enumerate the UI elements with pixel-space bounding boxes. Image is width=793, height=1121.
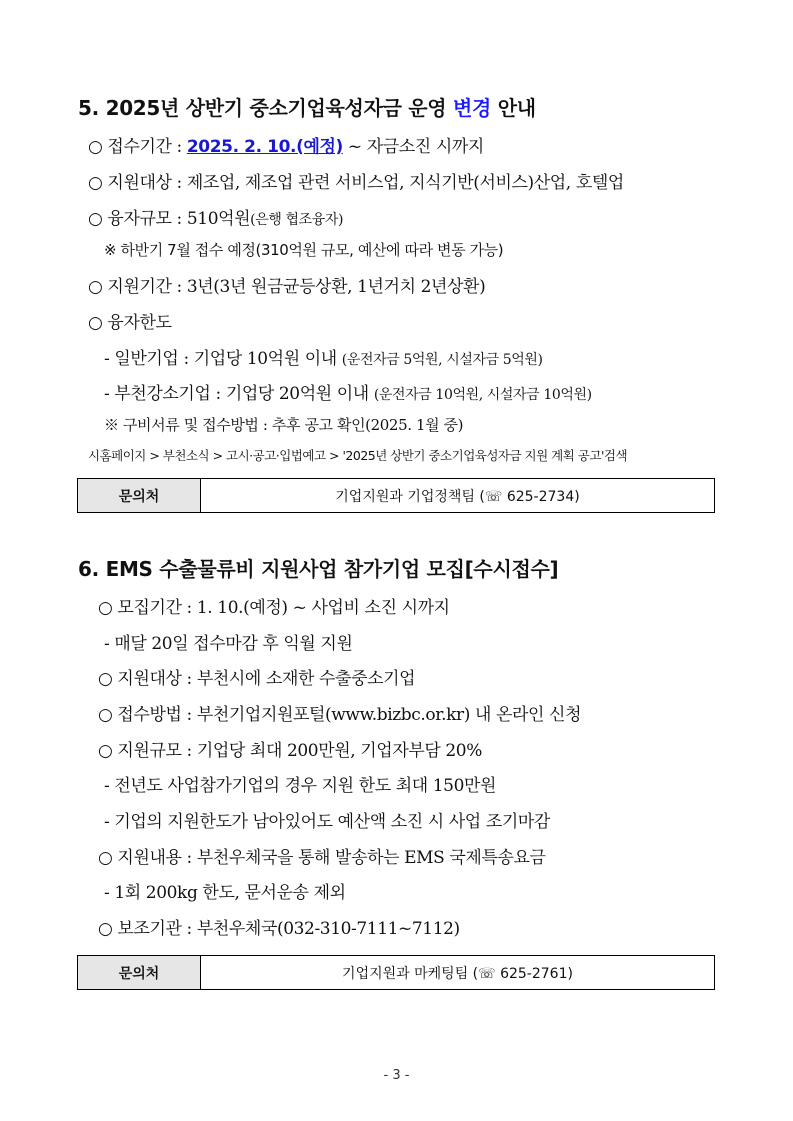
s6-target: ○ 지원대상 : 부천시에 소재한 수출중소기업 (98, 669, 416, 689)
s6-scale-sub1: - 전년도 사업참가기업의 경우 지원 한도 최대 150만원 (104, 776, 497, 796)
s5-limit-strong-main: - 부천강소기업 : 기업당 20억원 이내 (104, 384, 369, 404)
section5-title (78, 92, 536, 121)
s5-contact-box (77, 478, 715, 513)
s6-contact-box (77, 955, 715, 990)
section5-title-tail: 안내 (491, 96, 536, 120)
s5-scale-note: (은행 협조융자) (250, 212, 344, 228)
s5-period-tail: ~ 자금소진 시까지 (342, 137, 484, 157)
s5-limit-general-note: (운전자금 5억원, 시설자금 5억원) (341, 352, 543, 368)
s6-scale-sub2: - 기업의 지원한도가 남아있어도 예산액 소진 시 사업 조기마감 (104, 812, 550, 832)
page-number: - 3 - (383, 1068, 410, 1083)
s5-limit-general (104, 344, 543, 369)
section5-title-main: 5. 2025년 상반기 중소기업육성자금 운영 (78, 96, 453, 120)
s5-limit-general-main: - 일반기업 : 기업당 10억원 이내 (104, 349, 337, 369)
s5-limit-strong (104, 379, 592, 404)
s6-content: ○ 지원내용 : 부천우체국을 통해 발송하는 EMS 국제특송요금 (98, 848, 546, 868)
s5-period-date: 2025. 2. 10.(예정) (186, 137, 343, 157)
s5-period-label: ○ 접수기간 : (88, 137, 187, 157)
s6-agency: ○ 보조기관 : 부천우체국(032-310-7111~7112) (98, 919, 460, 939)
s5-note-second-half: ※ 하반기 7월 접수 예정(310억원 규모, 예산에 따라 변동 가능) (104, 241, 504, 259)
s5-term: ○ 지원기간 : 3년(3년 원금균등상환, 1년거치 2년상환) (88, 277, 486, 297)
s5-scale-main: ○ 융자규모 : 510억원 (88, 209, 251, 229)
s5-limit-title: ○ 융자한도 (88, 313, 172, 333)
s5-limit-strong-note: (운전자금 10억원, 시설자금 10억원) (373, 387, 592, 403)
s5-contact-value: 기업지원과 기업정책팀 (☏ 625-2734) (335, 488, 580, 505)
s6-contact-value: 기업지원과 마케팅팀 (☏ 625-2761) (342, 965, 573, 982)
s6-contact-label: 문의처 (78, 956, 201, 989)
s6-period: ○ 모집기간 : 1. 10.(예정) ~ 사업비 소진 시까지 (98, 598, 450, 618)
s6-period-sub: - 매달 20일 접수마감 후 익월 지원 (104, 634, 353, 654)
section6-title: 6. EMS 수출물류비 지원사업 참가기업 모집[수시접수] (78, 557, 559, 581)
s6-scale: ○ 지원규모 : 기업당 최대 200만원, 기업자부담 20% (98, 741, 482, 761)
section5-title-accent: 변경 (452, 96, 492, 120)
s5-period (88, 132, 484, 157)
s5-docs-note: ※ 구비서류 및 접수방법 : 추후 공고 확인(2025. 1월 중) (104, 416, 464, 434)
s5-scale (88, 204, 343, 229)
s5-contact-label: 문의처 (78, 479, 201, 512)
s6-method: ○ 접수방법 : 부천기업지원포털(www.bizbc.or.kr) 내 온라인 신청 (98, 705, 582, 725)
s5-target: ○ 지원대상 : 제조업, 제조업 관련 서비스업, 지식기반(서비스)산업, 호텔업 (88, 173, 624, 193)
s6-content-sub: - 1회 200kg 한도, 문서운송 제외 (104, 883, 346, 903)
s5-path: 시홈페이지 > 부천소식 > 고시·공고·입법예고 > '2025년 상반기 중소기업육성자금 지원 계획 공고'검색 (88, 448, 628, 463)
